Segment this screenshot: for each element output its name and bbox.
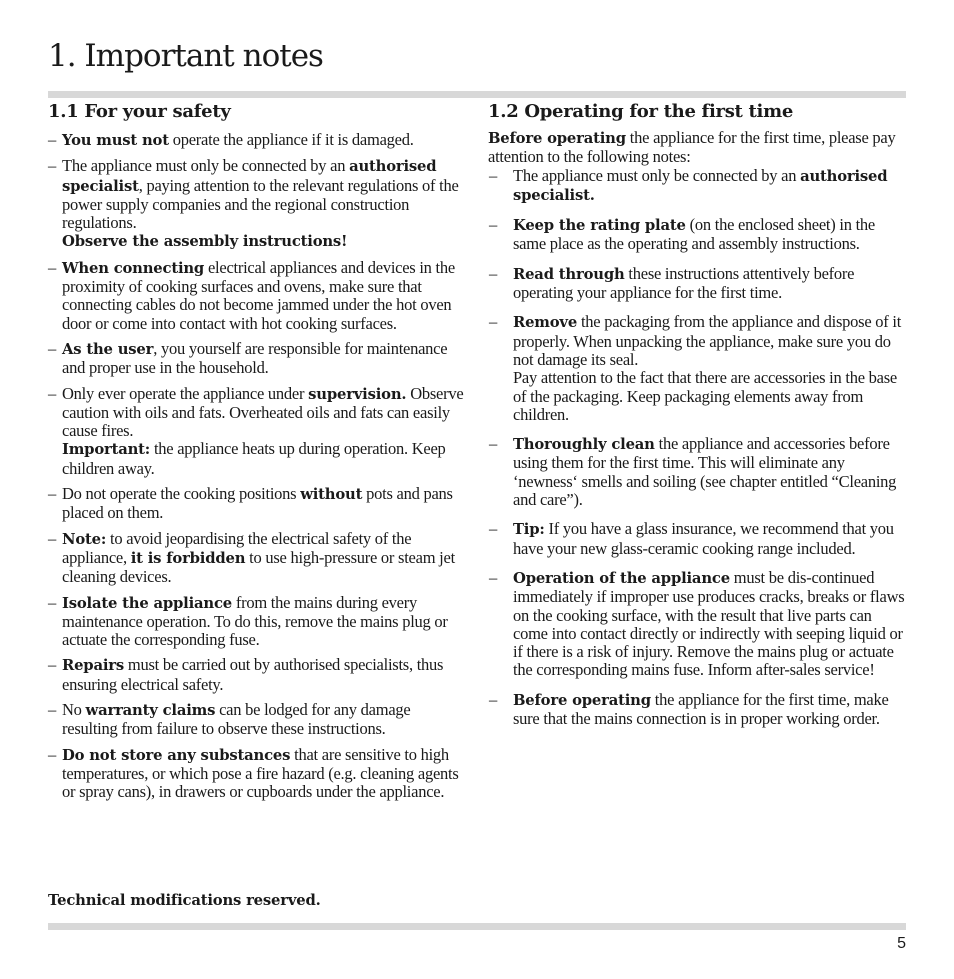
bold-note: Observe the assembly instructions! — [62, 233, 348, 251]
technical-modifications-note: Technical modifications reserved. — [48, 892, 321, 909]
list-item — [48, 131, 466, 150]
list-item — [48, 259, 466, 333]
list-item — [48, 594, 466, 650]
bold-lead: Thoroughly clean — [513, 436, 655, 454]
item-text-2: the appliance heats up during operation. Keep children away. — [62, 439, 446, 478]
list-item — [48, 157, 466, 251]
bold-term: supervision. — [308, 385, 407, 403]
item-pre: No — [62, 700, 86, 720]
bold-note: Important: — [62, 441, 151, 459]
list-item — [48, 656, 466, 694]
item-text-2: Pay attention to the fact that there are accessories in the base of the packaging. Keep packaging elements away from children. — [513, 368, 897, 424]
item-text: the packaging from the appliance and dispose of it properly. When unpacking the appliance, make sure you do not damage its seal. — [513, 312, 902, 369]
bold-lead: As the user — [62, 340, 154, 358]
item-pre: Only ever operate the appliance under — [62, 383, 309, 403]
item-text: pots and pans placed on them. — [62, 484, 453, 523]
list-dash: – — [489, 689, 497, 709]
list-item — [48, 530, 466, 587]
bold-lead: Before operating — [513, 691, 651, 709]
item-text: the appliance for the first time, make sure that the mains connection is in proper working order. — [513, 689, 889, 729]
intro-text: the appliance for the first time, please pay attention to the following notes: — [488, 128, 896, 167]
list-item — [488, 691, 908, 729]
item-text: operate the appliance if it is damaged. — [168, 130, 414, 149]
bold-lead: Repairs — [62, 657, 124, 675]
list-item — [488, 435, 908, 509]
item-text: (on the enclosed sheet) in the same place as the operating and assembly instructions. — [513, 215, 876, 254]
item-text: electrical appliances and devices in the proximity of cooking surfaces and ovens, make sure that connecting cables do not become jammed under the hot oven door or come into contact with hot cooking surfaces. — [62, 257, 455, 333]
list-item — [488, 313, 908, 424]
list-dash: – — [48, 592, 56, 612]
item-text: If you have a glass insurance, we recommend that you have your new glass-ceramic cooking range included. — [513, 519, 894, 558]
bold-lead: Keep the rating plate — [513, 217, 686, 235]
list-item — [488, 569, 908, 680]
item-text: that are sensitive to high temperatures, or which pose a fire hazard (e.g. cleaning agents or spray cans), in drawers or cupboards under the appliance. — [62, 744, 459, 802]
bold-term: authorised specialist — [62, 158, 437, 195]
list-dash: – — [489, 567, 497, 587]
item-text: , paying attention to the relevant regulations of the power supply companies and the regional construction regulations. — [62, 175, 459, 233]
bold-lead: Isolate the appliance — [62, 594, 232, 612]
list-dash: – — [48, 383, 56, 403]
item-text-2: to use high-pressure or steam jet cleaning devices. — [62, 547, 455, 587]
bold-lead: Tip: — [513, 521, 545, 539]
list-dash: – — [489, 165, 497, 185]
item-text: Observe caution with oils and fats. Overheated oils and fats can easily cause fires. — [62, 383, 464, 441]
list-item — [488, 520, 908, 558]
list-dash: – — [489, 434, 497, 454]
item-pre: The appliance must only be connected by an — [62, 156, 350, 176]
bold-term: warranty claims — [85, 702, 216, 720]
bold-term: it is forbidden — [130, 549, 246, 567]
list-dash: – — [48, 744, 56, 764]
intro-paragraph — [488, 129, 908, 167]
list-item — [48, 746, 466, 802]
first-time-section — [488, 100, 908, 739]
item-text: the appliance and accessories before using them for the first time. This will eliminate any ‘newness‘ smells and soiling (see chapter entitled “Cleaning and care”). — [513, 434, 897, 510]
bold-lead: You must not — [62, 132, 169, 149]
item-text: can be lodged for any damage resulting from failure to observe these instructions. — [62, 700, 411, 739]
list-dash: – — [489, 312, 497, 332]
page-number: 5 — [897, 935, 906, 952]
bold-lead: Do not store any substances — [62, 746, 291, 764]
list-dash: – — [489, 215, 497, 235]
list-item — [48, 701, 466, 739]
bold-term: authorised specialist. — [513, 167, 888, 204]
bold-lead: Operation of the appliance — [513, 569, 730, 587]
bold-lead: Read through — [513, 265, 625, 283]
list-dash: – — [48, 156, 56, 176]
list-item — [48, 385, 466, 478]
bottom-divider — [48, 923, 906, 930]
list-item — [488, 265, 908, 303]
list-dash: – — [48, 484, 56, 504]
list-dash: – — [489, 263, 497, 283]
item-text: must be carried out by authorised specialists, thus ensuring electrical safety. — [62, 655, 444, 694]
list-item — [48, 485, 466, 523]
item-text: The appliance must only be connected by an — [513, 165, 801, 185]
safety-heading: 1.1 For your safety — [48, 101, 231, 122]
list-dash: – — [48, 655, 56, 675]
item-pre: Do not operate the cooking positions — [62, 484, 301, 504]
bold-lead: Before operating — [488, 130, 626, 147]
list-dash: – — [48, 338, 56, 358]
item-text: , you yourself are responsible for maintenance and proper use in the household. — [62, 338, 448, 378]
list-dash: – — [48, 700, 56, 720]
item-text: from the mains during every maintenance operation. To do this, remove the mains plug or actuate the corresponding fuse. — [62, 592, 448, 650]
list-item — [48, 340, 466, 378]
bold-lead: Remove — [513, 314, 578, 332]
first-time-heading: 1.2 Operating for the first time — [488, 101, 793, 122]
list-item — [488, 167, 908, 206]
bold-term: without — [300, 486, 363, 504]
top-divider — [48, 91, 906, 98]
bold-lead: When connecting — [62, 259, 205, 277]
list-item — [488, 216, 908, 254]
list-dash: – — [48, 257, 56, 277]
list-dash: – — [489, 519, 497, 539]
safety-section — [48, 100, 466, 809]
list-dash: – — [48, 130, 56, 149]
item-text: to avoid jeopardising the electrical safety of the appliance, — [62, 528, 412, 567]
item-text: these instructions attentively before operating your appliance for the first time. — [513, 263, 855, 303]
list-dash: – — [48, 528, 56, 548]
item-text: must be dis-continued immediately if improper use produces cracks, breaks or flaws on the cooking surface, with the result that live parts can come into contact directly or indirectly with seeping liquid or if there is a risk of injury. Remove the mains plug or actuate the corresponding mains fuse. Inform after-sales service! — [513, 567, 905, 680]
page-title: 1. Important notes — [48, 38, 323, 74]
bold-lead: Note: — [62, 530, 107, 548]
